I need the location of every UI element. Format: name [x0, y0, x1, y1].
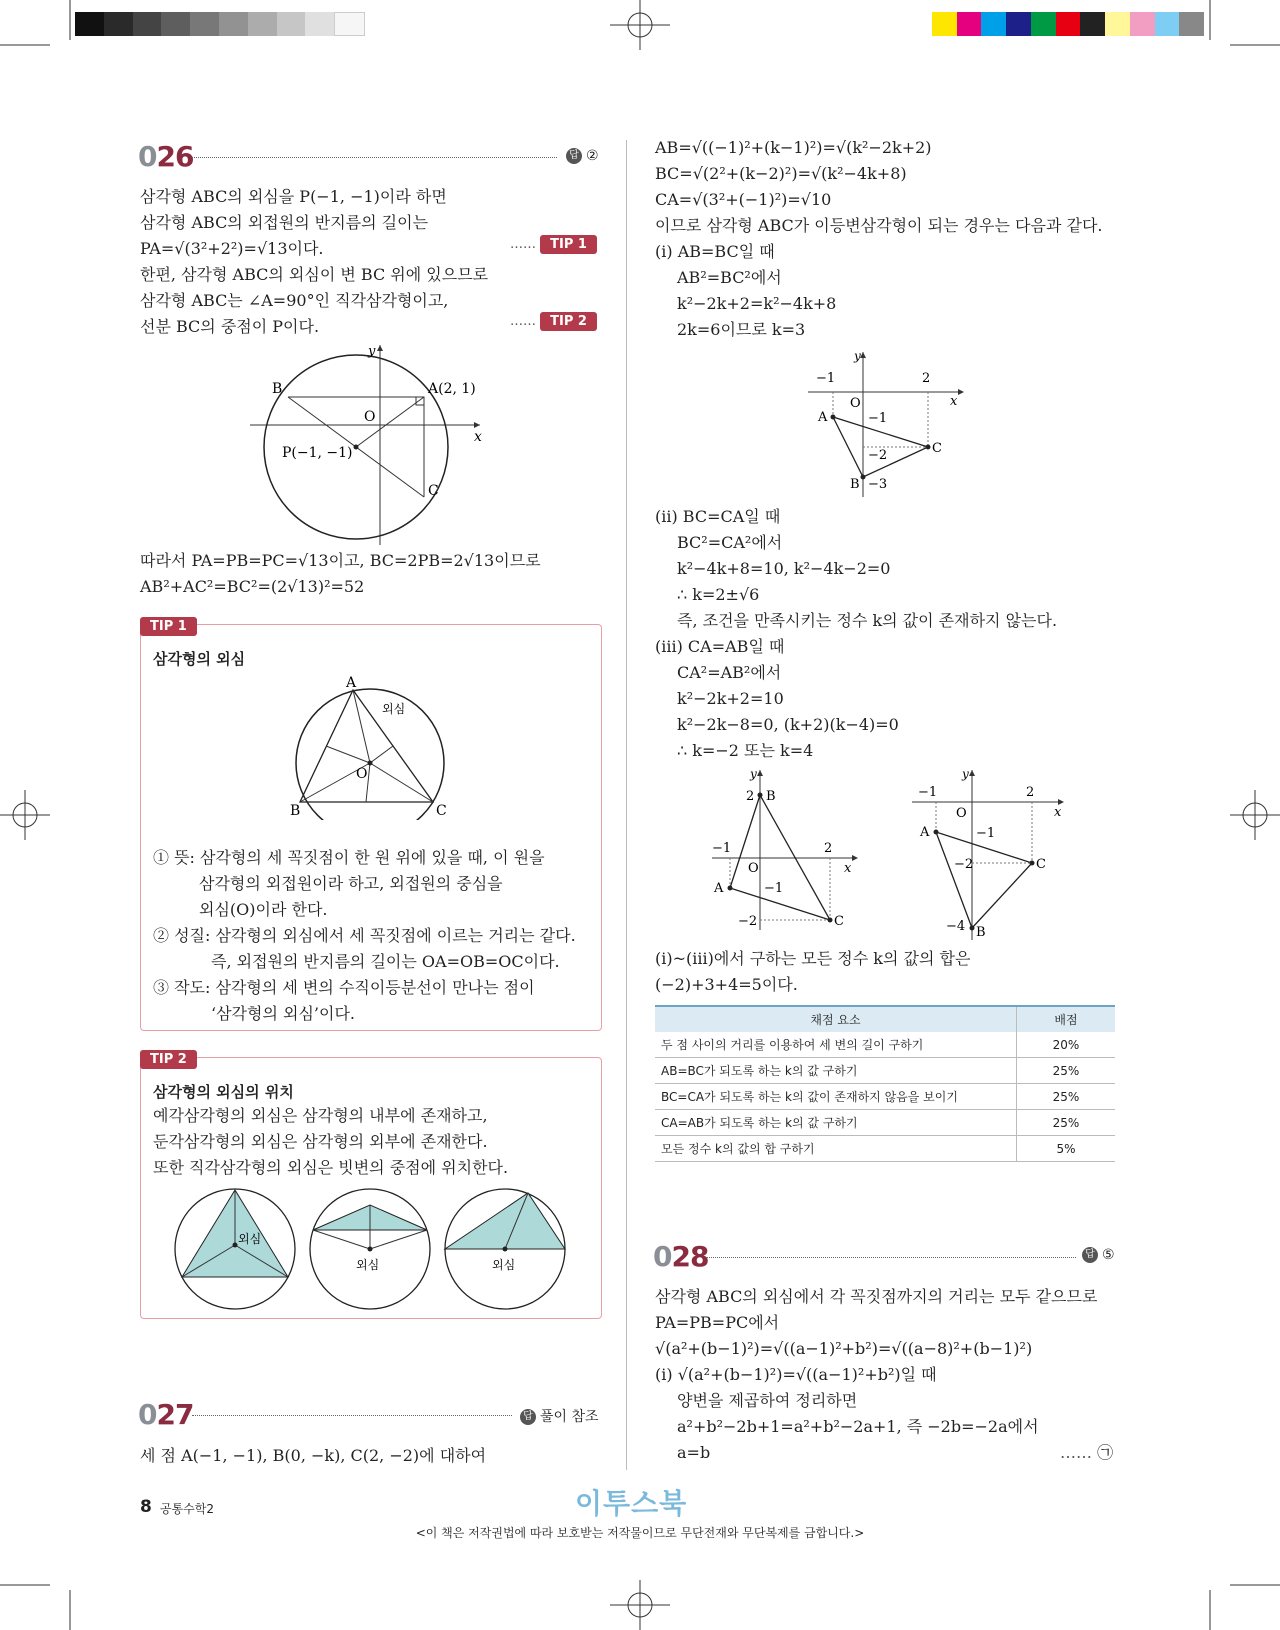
q27-line-BC: BC=√(2²+(k−2)²)=√(k²−4k+8) — [655, 164, 907, 183]
g2-label: −1 — [712, 841, 732, 856]
g1-label: C — [932, 441, 942, 456]
tip1-item-2b: 즉, 외접원의 반지름의 길이는 OA=OB=OC이다. — [211, 952, 560, 971]
conclusion-2: (−2)+3+4=5이다. — [655, 975, 798, 994]
q26-after — [140, 548, 541, 600]
case2-line-3: ∴ k=2±√6 — [677, 585, 760, 604]
tip2-title: 삼각형의 외심의 위치 — [153, 1083, 294, 1101]
q26-after-1: 따라서 PA=PB=PC=√13이고, BC=2PB=2√13이므로 — [140, 551, 541, 570]
g3-label: −1 — [976, 826, 996, 841]
answer-027: 답 풀이 참조 — [520, 1406, 599, 1426]
q26-line-6: 선분 BC의 중점이 P이다. — [140, 317, 320, 336]
table-row: 두 점 사이의 거리를 이용하여 세 변의 길이 구하기 20% — [655, 1032, 1115, 1058]
copyright-notice: <이 책은 저작권법에 따라 보호받는 저작물이므로 무단전재와 무단복제를 금합니다.> — [415, 1526, 865, 1540]
page-number: 8 — [140, 1497, 152, 1517]
case2-line-1: BC²=CA²에서 — [677, 533, 783, 552]
q28-line-6: a²+b²−2b+1=a²+b²−2a+1, 즉 −2b=−2a에서 — [677, 1417, 1039, 1436]
g3-label: A — [920, 825, 930, 840]
tip1-fig-A: A — [346, 675, 357, 691]
g2-label: B — [766, 789, 776, 804]
case3-line-4: ∴ k=−2 또는 k=4 — [677, 741, 814, 760]
header-dots — [192, 1415, 512, 1416]
tip1-item-1c: 외심(O)이라 한다. — [199, 900, 328, 919]
fig-label-x: x — [474, 429, 482, 445]
g2-label: O — [748, 861, 759, 876]
answer-icon: 답 — [1082, 1247, 1098, 1263]
q27-intro: 세 점 A(−1, −1), B(0, −k), C(2, −2)에 대하여 — [140, 1446, 487, 1465]
question-number-028: 028 — [653, 1240, 709, 1273]
q27-graph-k-neg2 — [712, 770, 862, 930]
g1-label: −1 — [868, 411, 888, 426]
fig-label-C: C — [428, 483, 439, 499]
g2-label: −2 — [738, 914, 758, 929]
tip2-lines — [153, 1103, 508, 1181]
q26-line-1: 삼각형 ABC의 외심을 P(−1, −1)이라 하면 — [140, 187, 447, 206]
g3-label: O — [956, 806, 967, 821]
publisher-logo: 이투스북 — [575, 1487, 688, 1520]
tip2-ref: …… TIP 2 — [510, 314, 597, 329]
tip2-fig-label-2: 외심 — [356, 1258, 380, 1272]
case1-line-2: k²−2k+2=k²−4k+8 — [677, 294, 837, 313]
tip2-tag: TIP 2 — [140, 1050, 197, 1069]
case1-head: (ⅰ) AB=BC일 때 — [655, 242, 775, 261]
fig-label-B: B — [272, 381, 283, 397]
q27-graph-k3 — [808, 352, 968, 497]
case1-line-1: AB²=BC²에서 — [677, 268, 782, 287]
case2-line-4: 즉, 조건을 만족시키는 정수 k의 값이 존재하지 않는다. — [677, 611, 1058, 630]
q28-line-1: 삼각형 ABC의 외심에서 각 꼭짓점까지의 거리는 모두 같으므로 — [655, 1287, 1098, 1306]
column-divider — [626, 140, 627, 1470]
table-row: AB=BC가 되도록 하는 k의 값 구하기 25% — [655, 1058, 1115, 1084]
case3-line-3: k²−2k−8=0, (k+2)(k−4)=0 — [677, 715, 899, 734]
q28-line-3: √(a²+(b−1)²)=√((a−1)²+b²)=√((a−8)²+(b−1)²) — [655, 1339, 1033, 1358]
q26-line-4: 한편, 삼각형 ABC의 외심이 변 BC 위에 있으므로 — [140, 265, 489, 284]
g3-label: 2 — [1026, 785, 1035, 800]
g1-label: x — [950, 394, 958, 409]
tip1-item-1: ① 뜻: 삼각형의 세 꼭짓점이 한 원 위에 있을 때, 이 원을 — [153, 848, 545, 867]
table-header-points: 배점 — [1017, 1006, 1116, 1032]
g2-label: y — [750, 770, 757, 781]
q27-conclusion — [655, 946, 970, 998]
fig-label-P: P(−1, −1) — [282, 445, 353, 461]
q27-cases-2-3 — [655, 504, 1115, 764]
g3-label: C — [1036, 857, 1046, 872]
g1-label: A — [818, 410, 828, 425]
g2-label: 2 — [746, 789, 755, 804]
q26-line-3: PA=√(3²+2²)=√13이다. — [140, 239, 324, 258]
question-number-026: 026 — [138, 140, 194, 173]
tip1-item-3: ③ 작도: 삼각형의 세 변의 수직이등분선이 만나는 점이 — [153, 978, 535, 997]
tip1-item-3b: ‘삼각형의 외심’이다. — [211, 1004, 355, 1023]
tip1-fig-C: C — [436, 803, 447, 819]
case3-line-2: k²−2k+2=10 — [677, 689, 784, 708]
tip1-circumcenter-figure — [290, 675, 450, 820]
g2-label: x — [844, 861, 852, 876]
q28-mark: …… ㉠ — [1060, 1443, 1114, 1462]
q28-body — [655, 1284, 1115, 1466]
g3-label: B — [976, 925, 986, 940]
q27-right-body — [655, 135, 1115, 343]
header-dots — [192, 157, 557, 158]
g1-label: O — [850, 396, 861, 411]
g1-label: −3 — [868, 477, 888, 492]
q26-circle-figure — [250, 345, 490, 545]
tip2-fig-label-3: 외심 — [492, 1258, 516, 1272]
tip1-fig-B: B — [290, 803, 301, 819]
g3-label: −1 — [918, 785, 938, 800]
table-header-criteria: 채점 요소 — [655, 1006, 1017, 1032]
q28-line-4: (ⅰ) √(a²+(b−1)²)=√((a−1)²+b²)일 때 — [655, 1365, 937, 1384]
g3-label: −4 — [946, 919, 966, 934]
g2-label: −1 — [764, 881, 784, 896]
tip1-fig-label: 외심 — [382, 702, 406, 716]
answer-028: 답 ⑤ — [1082, 1247, 1115, 1263]
q26-after-2: AB²+AC²=BC²=(2√13)²=52 — [140, 577, 365, 596]
q26-line-2: 삼각형 ABC의 외접원의 반지름의 길이는 — [140, 213, 429, 232]
case3-line-1: CA²=AB²에서 — [677, 663, 782, 682]
q26-line-5: 삼각형 ABC는 ∠A=90°인 직각삼각형이고, — [140, 291, 449, 310]
g3-label: −2 — [954, 857, 974, 872]
q28-line-5: 양변을 제곱하여 정리하면 — [677, 1391, 858, 1410]
g1-label: −1 — [816, 371, 836, 386]
q27-line-AB: AB=√((−1)²+(k−1)²)=√(k²−2k+2) — [655, 138, 932, 157]
table-row: BC=CA가 되도록 하는 k의 값이 존재하지 않음을 보이기 25% — [655, 1084, 1115, 1110]
tip1-item-2: ② 성질: 삼각형의 외심에서 세 꼭짓점에 이르는 거리는 같다. — [153, 926, 576, 945]
tip2-fig-label-1: 외심 — [238, 1232, 262, 1246]
header-dots — [706, 1257, 1076, 1258]
g3-label: y — [962, 770, 969, 781]
g1-label: B — [850, 477, 860, 492]
tip1-fig-O: O — [356, 766, 368, 782]
conclusion-1: (ⅰ)~(ⅲ)에서 구하는 모든 정수 k의 값의 합은 — [655, 949, 971, 968]
tip1-item-1b: 삼각형의 외접원이라 하고, 외접원의 중심을 — [199, 874, 503, 893]
g2-label: A — [714, 881, 724, 896]
tip2-line-2: 둔각삼각형의 외심은 삼각형의 외부에 존재한다. — [153, 1132, 488, 1151]
q28-line-7: a=b — [677, 1443, 711, 1462]
answer-icon: 답 — [520, 1409, 536, 1425]
case1-line-3: 2k=6이므로 k=3 — [677, 320, 806, 339]
g3-label: x — [1054, 805, 1062, 820]
tip2-line-3: 또한 직각삼각형의 외심은 빗변의 중점에 위치한다. — [153, 1158, 509, 1177]
case3-head: (ⅲ) CA=AB일 때 — [655, 637, 785, 656]
g1-label: −2 — [868, 448, 888, 463]
tip2-three-triangles — [170, 1185, 590, 1315]
tip1-items — [153, 845, 576, 1027]
answer-icon: 답 — [566, 148, 582, 164]
scoring-table — [655, 1005, 1115, 1162]
answer-026: 답 ② — [566, 148, 599, 164]
g1-label: 2 — [922, 371, 931, 386]
g2-label: C — [834, 914, 844, 929]
q27-graph-k4 — [912, 770, 1072, 940]
case2-line-2: k²−4k+8=10, k²−4k−2=0 — [677, 559, 891, 578]
fig-label-O: O — [364, 409, 376, 425]
book-title: 공통수학2 — [160, 1502, 215, 1516]
table-row: 모든 정수 k의 값의 합 구하기 5% — [655, 1136, 1115, 1162]
tip1-ref: …… TIP 1 — [510, 237, 597, 252]
tip1-tag: TIP 1 — [140, 617, 197, 636]
tip2-line-1: 예각삼각형의 외심은 삼각형의 내부에 존재하고, — [153, 1106, 488, 1125]
g1-label: y — [854, 352, 861, 363]
q27-line-CA: CA=√(3²+(−1)²)=√10 — [655, 190, 832, 209]
fig-label-A: A(2, 1) — [428, 381, 476, 397]
tip1-title: 삼각형의 외심 — [153, 650, 246, 668]
case2-head: (ⅱ) BC=CA일 때 — [655, 507, 781, 526]
g2-label: 2 — [824, 841, 833, 856]
table-row: CA=AB가 되도록 하는 k의 값 구하기 25% — [655, 1110, 1115, 1136]
q27-line-cases: 이므로 삼각형 ABC가 이등변삼각형이 되는 경우는 다음과 같다. — [655, 216, 1103, 235]
fig-label-y: y — [368, 345, 376, 359]
question-number-027: 027 — [138, 1398, 194, 1431]
q28-line-2: PA=PB=PC에서 — [655, 1313, 780, 1332]
